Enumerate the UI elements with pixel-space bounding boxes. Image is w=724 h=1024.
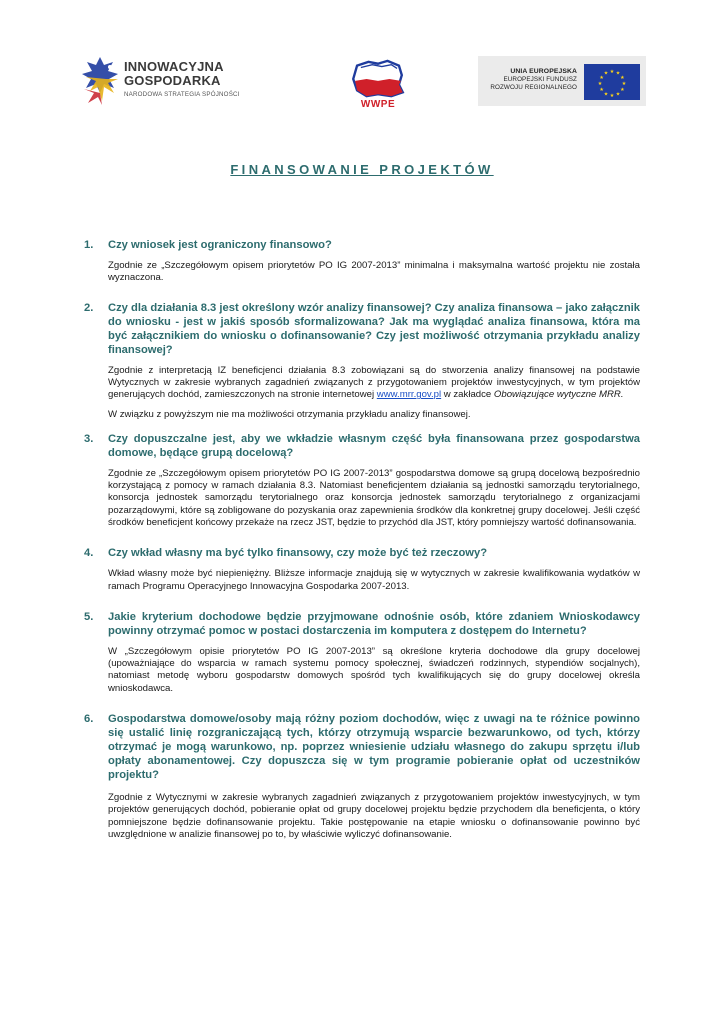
answer-text-mid: w zakładce [441, 389, 494, 401]
faq-item-4 [84, 546, 640, 593]
question-text: Czy dopuszczalne jest, aby we wkładzie własnym część była finansowana przez gospodarstwa domowe, będące grupą docelową? [108, 432, 640, 459]
answer [108, 792, 640, 841]
wwpe-logo-text: WWPE [360, 99, 396, 110]
question-text: Gospodarstwa domowe/osoby mają różny poziom dochodów, więc z uwagi na te różnice powinno się ustalić linię rozgraniczającą tych, którzy otrzymują wsparcie bezwarunkowo, od tych, którzy otrzymać je mogą warunkowo, np. poprzez wniesienie udziału własnego do zakupu sprzętu i/lub opłaty abonamentowej. Czy dopuszcza się w tym programie pobieranie opłat od uczestników projektu? [108, 713, 640, 782]
faq-item-5 [84, 610, 640, 695]
ig-logo-line3: NARODOWA STRATEGIA SPÓJNOŚCI [124, 91, 240, 98]
svg-text:★: ★ [620, 75, 625, 81]
answer-text: Zgodnie ze „Szczegółowym opisem priorytetów PO IG 2007-2013” minimalna i maksymalna wartość projektu nie została wyznaczona. [108, 260, 640, 284]
question [84, 301, 640, 357]
eu-logo [478, 56, 646, 106]
ig-star-mark-icon [80, 57, 120, 105]
question-text: Jakie kryterium dochodowe będzie przyjmowane odnośnie osób, które zdaniem Wnioskodawcy powinny otrzymać pomoc w postaci dostarczenia im komputera z dostępem do Internetu? [108, 610, 640, 637]
answer-paragraph [108, 365, 640, 402]
question-number: 3. [84, 432, 94, 445]
answer [108, 568, 640, 593]
faq-item-3 [84, 432, 640, 529]
svg-text:★: ★ [597, 81, 603, 87]
eu-flag-icon [584, 64, 640, 100]
svg-text:★: ★ [599, 75, 604, 81]
ig-logo-line2: GOSPODARKA [124, 73, 221, 88]
ig-logo-line1: INNOWACYJNA [124, 59, 224, 74]
svg-text:★: ★ [620, 87, 625, 93]
question [84, 546, 640, 560]
question-text: Czy wkład własny ma być tylko finansowy, czy może być też rzeczowy? [108, 547, 488, 560]
svg-text:★: ★ [615, 70, 621, 77]
mrr-link[interactable]: www.mrr.gov.pl [376, 389, 442, 401]
svg-text:★: ★ [621, 81, 627, 87]
question [84, 610, 640, 638]
svg-text:★: ★ [615, 91, 621, 98]
eu-logo-line3: ROZWOJU REGIONALNEGO [490, 84, 577, 91]
answer-text: Zgodnie z interpretacją IZ beneficjenci działania 8.3 zobowiązani są do stworzenia analizy finansowej na podstawie Wytycznych w zakresie wybranych zagadnień związanych z przygotowaniem projektów inwestycyjnych, w tym projektów generujących dochód, zamieszczonych na stronie internetowej [108, 364, 640, 401]
faq-content [84, 238, 640, 841]
answer-text: W „Szczegółowym opisie priorytetów PO IG 2007-2013” są określone kryteria dochodowe dla grupy docelowej (upoważniające do wsparcia w ramach systemu pomocy społecznej, świadczeń rodzinnych, stypendiów socjalnych), natomiast metodę wyboru gospodarstw domowych spośród tych kwalifikujących się do grupy docelowej określa wnioskodawca. [108, 645, 640, 694]
eu-logo-line1: UNIA EUROPEJSKA [510, 68, 577, 75]
question-number: 1. [84, 239, 94, 251]
svg-text:★: ★ [609, 93, 615, 99]
answer-text: Wkład własny może być niepieniężny. Bliższe informacje znajdują się w wytycznych w zakresie kwalifikowania wydatków w ramach Programu Operacyjnego Innowacyjna Gospodarka 2007-2013. [108, 568, 640, 592]
question [84, 238, 640, 252]
eu-logo-line2: EUROPEJSKI FUNDUSZ [503, 76, 577, 83]
question-number: 6. [84, 713, 94, 726]
page-title: FINANSOWANIE PROJEKTÓW [230, 162, 494, 177]
question-text: Czy wniosek jest ograniczony finansowo? [108, 239, 332, 251]
answer [108, 646, 640, 695]
svg-text:★: ★ [609, 69, 615, 75]
answer [108, 468, 640, 529]
answer-text-italic: Obowiązujące wytyczne MRR. [493, 389, 624, 401]
faq-item-1 [84, 238, 640, 285]
question [84, 712, 640, 782]
svg-text:★: ★ [603, 70, 609, 77]
svg-text:★: ★ [603, 91, 609, 98]
innowacyjna-gospodarka-logo [80, 57, 250, 105]
answer-text: Zgodnie ze „Szczegółowym opisem priorytetów PO IG 2007-2013” gospodarstwa domowe są grupą docelową bezpośrednio korzystającą z pomocy w ramach działania 8.3. Natomiast beneficjentem działania są jednostki samorządu terytorialnego, konsorcja jednostek samorządu terytorialnego oraz konsorcja jednostek samorządu terytorialnego z organizacjami pozarządowymi, które są zobligowane do pozyskania oraz zapewnienia środków dla konkretnej grupy docelowej. Jeśli część środków beneficjent końcowy przekaże na rzecz JST, będzie to przychód dla JST, który pomniejszy wartość dofinansowania. [108, 467, 640, 528]
answer [108, 365, 640, 422]
faq-item-2 [84, 301, 640, 422]
question-text: Czy dla działania 8.3 jest określony wzór analizy finansowej? Czy analiza finansowa – jako załącznik do wniosku - jest w jakiś sposób sformalizowana? Jak ma wyglądać analiza finansowa, która ma być załącznikiem do wniosku o dofinansowanie? Czy jest możliwość otrzymania przykładu analizy finansowej? [108, 301, 640, 356]
faq-item-6 [84, 712, 640, 841]
wwpe-logo [345, 58, 411, 114]
svg-text:★: ★ [599, 87, 604, 93]
answer [108, 260, 640, 285]
poland-map-icon [349, 58, 407, 98]
question-number: 4. [84, 547, 94, 560]
question-number: 2. [84, 301, 94, 314]
answer-text-2: W związku z powyższym nie ma możliwości otrzymania przykładu analizy finansowej. [108, 409, 471, 421]
question-number: 5. [84, 610, 94, 623]
question [84, 432, 640, 460]
answer-text: Zgodnie z Wytycznymi w zakresie wybranych zagadnień związanych z przygotowaniem projektów inwestycyjnych, w tym projektów generujących dochód, pobieranie opłat od grupy docelowej projektu będzie przychodem dla beneficjenta, o który pomniejszone będzie dofinansowanie projektu. Takie postępowanie na etapie wniosku o dofinansowanie powinno być uwzględnione w analizie finansowej po to, by właściwie wyliczyć dofinansowanie. [108, 792, 640, 840]
page-header [0, 0, 724, 120]
